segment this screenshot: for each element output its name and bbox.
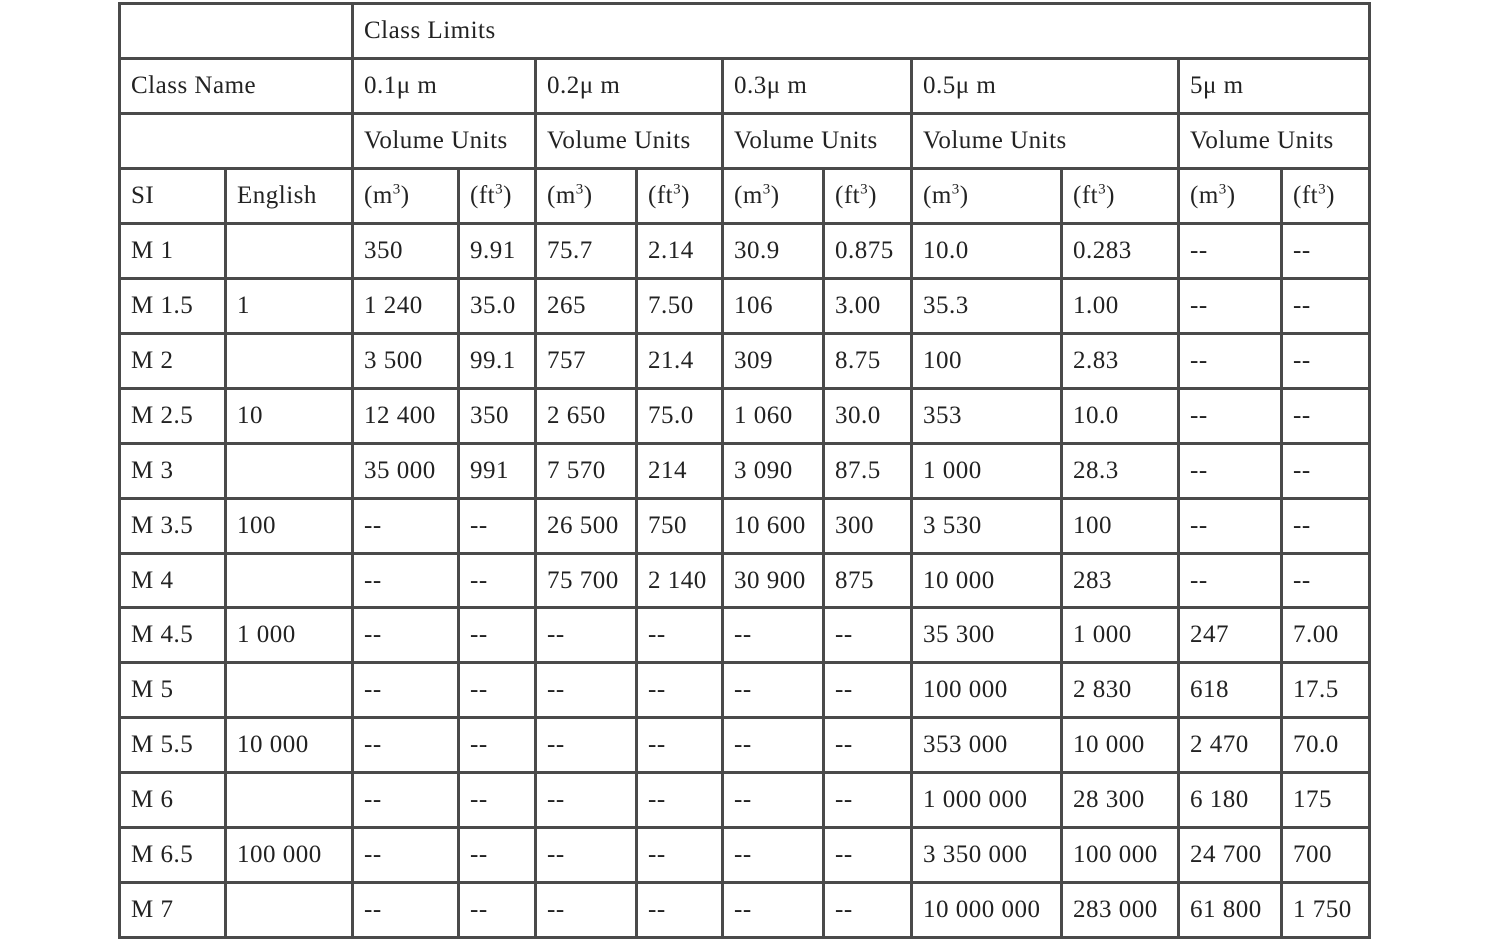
value-cell: -- [637,608,723,663]
value-cell: 309 [723,333,824,388]
table-row [120,224,1370,279]
unit-close: ) [959,182,969,210]
value-cell: -- [824,718,912,773]
value-cell: 35.3 [912,279,1062,334]
value-cell: 1 000 [912,443,1062,498]
value-cell: 750 [637,498,723,553]
table-row [120,279,1370,334]
header-row-class-limits [120,4,1370,59]
unit-m3-heading [536,169,637,224]
table-row [120,718,1370,773]
value-cell: -- [637,718,723,773]
value-cell: -- [353,883,459,938]
value-cell: 99.1 [459,333,536,388]
unit-ft3-heading [1062,169,1179,224]
value-cell: 10 000 [912,553,1062,608]
value-cell: -- [536,828,637,883]
value-cell: -- [1179,388,1282,443]
table-row [120,388,1370,443]
value-cell: 10 600 [723,498,824,553]
unit-ft3-heading [824,169,912,224]
unit-close: ) [503,182,512,210]
value-cell: 21.4 [637,333,723,388]
unit-base: (ft [835,182,861,210]
value-cell: 3 350 000 [912,828,1062,883]
si-class-cell: M 7 [120,883,226,938]
value-cell: -- [723,608,824,663]
value-cell: -- [459,608,536,663]
unit-base: (m [1190,182,1219,210]
size-heading-0-2: 0.2μ m [536,59,723,114]
english-class-cell [226,663,353,718]
value-cell: -- [824,828,912,883]
value-cell: -- [637,773,723,828]
value-cell: -- [353,553,459,608]
value-cell: -- [1282,333,1370,388]
value-cell: -- [459,773,536,828]
unit-exponent: 3 [495,181,504,198]
value-cell: 100 000 [1062,828,1179,883]
unit-base: (ft [648,182,674,210]
table-body [120,4,1370,938]
english-class-cell [226,553,353,608]
value-cell: -- [1282,224,1370,279]
value-cell: 300 [824,498,912,553]
table-row [120,663,1370,718]
value-cell: 757 [536,333,637,388]
unit-m3-heading [912,169,1062,224]
value-cell: 265 [536,279,637,334]
value-cell: 12 400 [353,388,459,443]
unit-m3-heading [353,169,459,224]
value-cell: 24 700 [1179,828,1282,883]
table-row [120,883,1370,938]
header-empty-cell [120,4,353,59]
unit-base: (m [547,182,576,210]
value-cell: 875 [824,553,912,608]
value-cell: -- [723,883,824,938]
value-cell: -- [536,718,637,773]
size-heading-0-5: 0.5μ m [912,59,1179,114]
si-class-cell: M 5.5 [120,718,226,773]
value-cell: 2 830 [1062,663,1179,718]
si-heading: SI [120,169,226,224]
value-cell: -- [723,773,824,828]
value-cell: -- [723,718,824,773]
size-heading-5: 5μ m [1179,59,1370,114]
header-empty-cell [120,114,353,169]
value-cell: -- [353,608,459,663]
value-cell: 1 060 [723,388,824,443]
header-row-volume-units [120,114,1370,169]
value-cell: -- [1282,443,1370,498]
volume-units-heading: Volume Units [1179,114,1370,169]
value-cell: 1 000 [1062,608,1179,663]
unit-exponent: 3 [392,181,401,198]
value-cell: 7.50 [637,279,723,334]
table-row [120,828,1370,883]
value-cell: 10.0 [1062,388,1179,443]
value-cell: 10 000 [1062,718,1179,773]
value-cell: 70.0 [1282,718,1370,773]
value-cell: 700 [1282,828,1370,883]
value-cell: -- [353,828,459,883]
unit-exponent: 3 [1318,181,1327,198]
value-cell: 10.0 [912,224,1062,279]
class-name-heading: Class Name [120,59,353,114]
unit-exponent: 3 [951,181,960,198]
value-cell: 350 [353,224,459,279]
unit-exponent: 3 [860,181,869,198]
value-cell: 7.00 [1282,608,1370,663]
value-cell: 247 [1179,608,1282,663]
value-cell: -- [637,663,723,718]
english-class-cell: 100 000 [226,828,353,883]
english-class-cell: 1 [226,279,353,334]
value-cell: 0.283 [1062,224,1179,279]
value-cell: -- [637,883,723,938]
value-cell: -- [723,663,824,718]
value-cell: 2.83 [1062,333,1179,388]
value-cell: -- [1282,553,1370,608]
unit-base: (ft [1073,182,1099,210]
value-cell: -- [723,828,824,883]
size-heading-0-3: 0.3μ m [723,59,912,114]
value-cell: 75.0 [637,388,723,443]
value-cell: -- [1179,443,1282,498]
unit-base: (m [923,182,952,210]
unit-close: ) [868,182,877,210]
unit-close: ) [400,182,410,210]
si-class-cell: M 1 [120,224,226,279]
si-class-cell: M 4.5 [120,608,226,663]
value-cell: 3 500 [353,333,459,388]
unit-base: (m [734,182,763,210]
unit-ft3-heading [1282,169,1370,224]
value-cell: -- [353,718,459,773]
header-row-sizes [120,59,1370,114]
value-cell: 618 [1179,663,1282,718]
unit-exponent: 3 [1098,181,1107,198]
value-cell: 1 750 [1282,883,1370,938]
value-cell: 350 [459,388,536,443]
value-cell: -- [353,663,459,718]
unit-close: ) [583,182,593,210]
table-row [120,553,1370,608]
value-cell: 87.5 [824,443,912,498]
value-cell: 100 [1062,498,1179,553]
value-cell: -- [353,498,459,553]
value-cell: 283 000 [1062,883,1179,938]
unit-base: (ft [470,182,496,210]
unit-base: (m [364,182,393,210]
value-cell: -- [459,718,536,773]
unit-close: ) [770,182,780,210]
value-cell: 100 000 [912,663,1062,718]
si-class-cell: M 3.5 [120,498,226,553]
table-row [120,608,1370,663]
value-cell: -- [353,773,459,828]
si-class-cell: M 6 [120,773,226,828]
si-class-cell: M 6.5 [120,828,226,883]
value-cell: 2 140 [637,553,723,608]
table-row [120,773,1370,828]
value-cell: -- [536,883,637,938]
si-class-cell: M 1.5 [120,279,226,334]
value-cell: -- [459,663,536,718]
unit-exponent: 3 [673,181,682,198]
value-cell: -- [1282,279,1370,334]
value-cell: -- [1179,498,1282,553]
value-cell: 10 000 000 [912,883,1062,938]
value-cell: 1 000 000 [912,773,1062,828]
unit-close: ) [1106,182,1115,210]
volume-units-heading: Volume Units [912,114,1179,169]
value-cell: -- [536,773,637,828]
english-class-cell [226,333,353,388]
value-cell: 75.7 [536,224,637,279]
value-cell: -- [459,498,536,553]
english-class-cell: 10 [226,388,353,443]
value-cell: 26 500 [536,498,637,553]
volume-units-heading: Volume Units [353,114,536,169]
value-cell: 6 180 [1179,773,1282,828]
unit-m3-heading [723,169,824,224]
value-cell: 0.875 [824,224,912,279]
unit-exponent: 3 [1218,181,1227,198]
value-cell: -- [1179,333,1282,388]
value-cell: 991 [459,443,536,498]
value-cell: 17.5 [1282,663,1370,718]
value-cell: 30.9 [723,224,824,279]
volume-units-heading: Volume Units [536,114,723,169]
class-limits-heading: Class Limits [353,4,1370,59]
value-cell: 353 000 [912,718,1062,773]
value-cell: 353 [912,388,1062,443]
table-row [120,498,1370,553]
value-cell: -- [637,828,723,883]
value-cell: -- [536,663,637,718]
value-cell: 3.00 [824,279,912,334]
value-cell: 106 [723,279,824,334]
value-cell: 2 650 [536,388,637,443]
value-cell: 3 530 [912,498,1062,553]
value-cell: 2 470 [1179,718,1282,773]
english-heading: English [226,169,353,224]
table-row [120,333,1370,388]
value-cell: 283 [1062,553,1179,608]
header-row-units [120,169,1370,224]
value-cell: -- [1282,388,1370,443]
value-cell: 214 [637,443,723,498]
si-class-cell: M 5 [120,663,226,718]
value-cell: -- [1179,224,1282,279]
value-cell: -- [1282,498,1370,553]
unit-exponent: 3 [575,181,584,198]
english-class-cell [226,443,353,498]
value-cell: -- [824,608,912,663]
size-heading-0-1: 0.1μ m [353,59,536,114]
value-cell: 28 300 [1062,773,1179,828]
value-cell: -- [459,828,536,883]
value-cell: 35.0 [459,279,536,334]
value-cell: 35 300 [912,608,1062,663]
english-class-cell [226,883,353,938]
class-limits-table-container [118,2,1368,939]
value-cell: 2.14 [637,224,723,279]
value-cell: 100 [912,333,1062,388]
unit-ft3-heading [637,169,723,224]
value-cell: 30 900 [723,553,824,608]
english-class-cell: 1 000 [226,608,353,663]
value-cell: 75 700 [536,553,637,608]
volume-units-heading: Volume Units [723,114,912,169]
unit-close: ) [1226,182,1236,210]
english-class-cell [226,224,353,279]
value-cell: 8.75 [824,333,912,388]
value-cell: -- [1179,553,1282,608]
si-class-cell: M 2 [120,333,226,388]
value-cell: 30.0 [824,388,912,443]
si-class-cell: M 2.5 [120,388,226,443]
unit-m3-heading [1179,169,1282,224]
english-class-cell: 100 [226,498,353,553]
si-class-cell: M 4 [120,553,226,608]
table-row [120,443,1370,498]
class-limits-table [118,2,1371,939]
value-cell: 28.3 [1062,443,1179,498]
value-cell: 1 240 [353,279,459,334]
value-cell: -- [459,883,536,938]
unit-base: (ft [1293,182,1319,210]
english-class-cell: 10 000 [226,718,353,773]
value-cell: 1.00 [1062,279,1179,334]
english-class-cell [226,773,353,828]
value-cell: 9.91 [459,224,536,279]
unit-ft3-heading [459,169,536,224]
unit-close: ) [681,182,690,210]
value-cell: 7 570 [536,443,637,498]
value-cell: 61 800 [1179,883,1282,938]
value-cell: -- [1179,279,1282,334]
si-class-cell: M 3 [120,443,226,498]
value-cell: -- [536,608,637,663]
unit-exponent: 3 [762,181,771,198]
value-cell: -- [459,553,536,608]
value-cell: -- [824,773,912,828]
value-cell: -- [824,883,912,938]
unit-close: ) [1326,182,1335,210]
value-cell: 35 000 [353,443,459,498]
value-cell: 175 [1282,773,1370,828]
value-cell: -- [824,663,912,718]
value-cell: 3 090 [723,443,824,498]
